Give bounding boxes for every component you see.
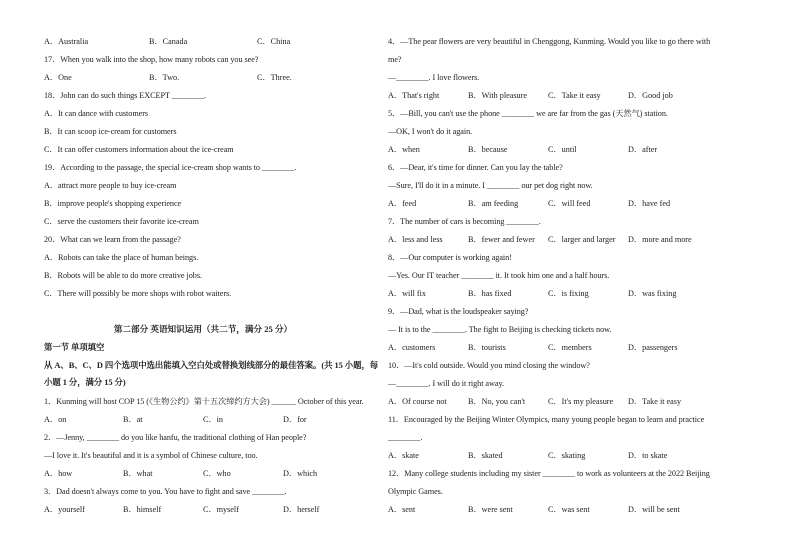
option: A．yourself [44, 505, 85, 514]
option: B．improve people's shopping experience [44, 199, 182, 208]
option: B．because [468, 145, 508, 154]
option: D．was fixing [628, 289, 677, 298]
question-g10: 10．—It's cold outside. Would you mind closing the window? [388, 361, 590, 370]
option: B．has fixed [468, 289, 512, 298]
g5-options [388, 145, 718, 155]
option: A．will fix [388, 289, 426, 298]
option: B．himself [123, 505, 162, 514]
g3-options [44, 505, 362, 515]
instructions-line2: 小题 1 分，满分 15 分) [44, 378, 126, 387]
option: B．It can scoop ice-cream for customers [44, 127, 177, 136]
option: A．when [388, 145, 420, 154]
option: A．customers [388, 343, 436, 352]
option: B．Robots will be able to do more creative jobs. [44, 271, 202, 280]
question-g12: 12．Many college students including my sister ________ to work as volunteers at the 2022 Beijing [388, 469, 710, 478]
g8-options [388, 289, 718, 299]
question-19: 19．According to the passage, the special ice-cream shop wants to ________. [44, 163, 297, 172]
instructions-line1: 从 A、B、C、D 四个选项中选出能填入空白处或替换划线部分的最佳答案。(共 15 小题，每 [44, 361, 379, 370]
option: B．tourists [468, 343, 506, 352]
question-g7: 7．The number of cars is becoming ________. [388, 217, 541, 226]
question-17: 17．When you walk into the shop, how many robots can you see? [44, 55, 259, 64]
g2-options [44, 469, 362, 479]
option: B．With pleasure [468, 91, 528, 100]
option: D．Good job [628, 91, 673, 100]
option: C．Three. [257, 73, 292, 82]
question-g2: 2．—Jenny, ________ do you like hanfu, the traditional clothing of Han people? [44, 433, 307, 442]
option: B．Two. [149, 73, 180, 82]
option: A．less and less [388, 235, 443, 244]
question-g8: 8．—Our computer is working again! [388, 253, 512, 262]
q17-options [44, 73, 362, 83]
q16-options [44, 37, 362, 47]
part2-title: 第二部分 英语知识运用（共二节，满分 25 分） [113, 324, 293, 334]
option: B．skated [468, 451, 503, 460]
option: A．Australia [44, 37, 89, 46]
question-g4: 4．—The pear flowers are very beautiful in Chenggong, Kunming. Would you like to go there with [388, 37, 711, 46]
option: A．how [44, 469, 73, 478]
option: D．for [283, 415, 307, 424]
question-20: 20．What can we learn from the passage? [44, 235, 181, 244]
option: C．members [548, 343, 592, 352]
option: A．Robots can take the place of human beings. [44, 253, 199, 262]
question-g12-cont: Olympic Games. [388, 487, 443, 496]
option: B．No, you can't [468, 397, 526, 406]
option: C．until [548, 145, 577, 154]
option: D．more and more [628, 235, 692, 244]
option: B．what [123, 469, 153, 478]
option: C．Take it easy [548, 91, 601, 100]
option: A．sent [388, 505, 416, 514]
option: C．will feed [548, 199, 591, 208]
option: A．One [44, 73, 72, 82]
option: D．have fed [628, 199, 671, 208]
option: B．at [123, 415, 143, 424]
option: C．It's my pleasure [548, 397, 614, 406]
option: A．on [44, 415, 67, 424]
g12-options [388, 505, 718, 515]
option: C．is fixing [548, 289, 589, 298]
option: D．to skate [628, 451, 668, 460]
option: C．was sent [548, 505, 590, 514]
question-g4-cont: me? [388, 55, 402, 64]
option: D．after [628, 145, 658, 154]
option: A．feed [388, 199, 417, 208]
option: C．It can offer customers information about the ice-cream [44, 145, 234, 154]
g9-options [388, 343, 718, 353]
option: C．skating [548, 451, 586, 460]
section1-title: 第一节 单项填空 [44, 343, 105, 352]
option: B．Canada [149, 37, 188, 46]
option: A．Of course not [388, 397, 447, 406]
question-g11: 11．Encouraged by the Beijing Winter Olympics, many young people began to learn and practice [388, 415, 705, 424]
option: C．in [203, 415, 224, 424]
g10-options [388, 397, 718, 407]
option: C．myself [203, 505, 239, 514]
g4-options [388, 91, 718, 101]
question-g1: 1．Kunming will host COP 15 (《生物公约》第十五次缔约方大会) ______ October of this year. [44, 397, 364, 406]
question-g5: 5．—Bill, you can't use the phone ________ we are far from the gas (天然气) station. [388, 109, 668, 118]
g7-options [388, 235, 718, 245]
question-g9-response: — It is to the ________. The fight to Beijing is checking tickets now. [388, 325, 612, 334]
question-g2-response: —I love it. It's beautiful and it is a symbol of Chinese culture, too. [44, 451, 258, 460]
option: C．China [257, 37, 291, 46]
option: D．passengers [628, 343, 678, 352]
option: D．Take it easy [628, 397, 682, 406]
g11-options [388, 451, 718, 461]
question-g4-response: —________. I love flowers. [388, 73, 480, 82]
question-18: 18．John can do such things EXCEPT ________. [44, 91, 207, 100]
option: C．larger and larger [548, 235, 616, 244]
option: A．skate [388, 451, 419, 460]
question-g5-response: —OK, I won't do it again. [388, 127, 473, 136]
question-g9: 9．—Dad, what is the loudspeaker saying? [388, 307, 529, 316]
option: C．There will possibly be more shops with robot waiters. [44, 289, 232, 298]
option: A．It can dance with customers [44, 109, 149, 118]
option: C．who [203, 469, 231, 478]
question-g11-cont: ________. [388, 433, 423, 442]
question-g10-response: —________. I will do it right away. [388, 379, 504, 388]
option: B．am feeding [468, 199, 519, 208]
option: C．serve the customers their favorite ice-cream [44, 217, 199, 226]
question-g6: 6．—Dear, it's time for dinner. Can you lay the table? [388, 163, 563, 172]
g6-options [388, 199, 718, 209]
question-g6-response: —Sure, I'll do it in a minute. I ________ our pet dog right now. [388, 181, 593, 190]
option: D．herself [283, 505, 320, 514]
option: D．which [283, 469, 318, 478]
question-g3: 3．Dad doesn't always come to you. You have to fight and save ________. [44, 487, 287, 496]
option: D．will be sent [628, 505, 680, 514]
question-g8-response: —Yes. Our IT teacher ________ it. It took him one and a half hours. [388, 271, 610, 280]
option: B．were sent [468, 505, 513, 514]
g1-options [44, 415, 362, 425]
option: A．attract more people to buy ice-cream [44, 181, 177, 190]
option: B．fewer and fewer [468, 235, 535, 244]
option: A．That's right [388, 91, 440, 100]
